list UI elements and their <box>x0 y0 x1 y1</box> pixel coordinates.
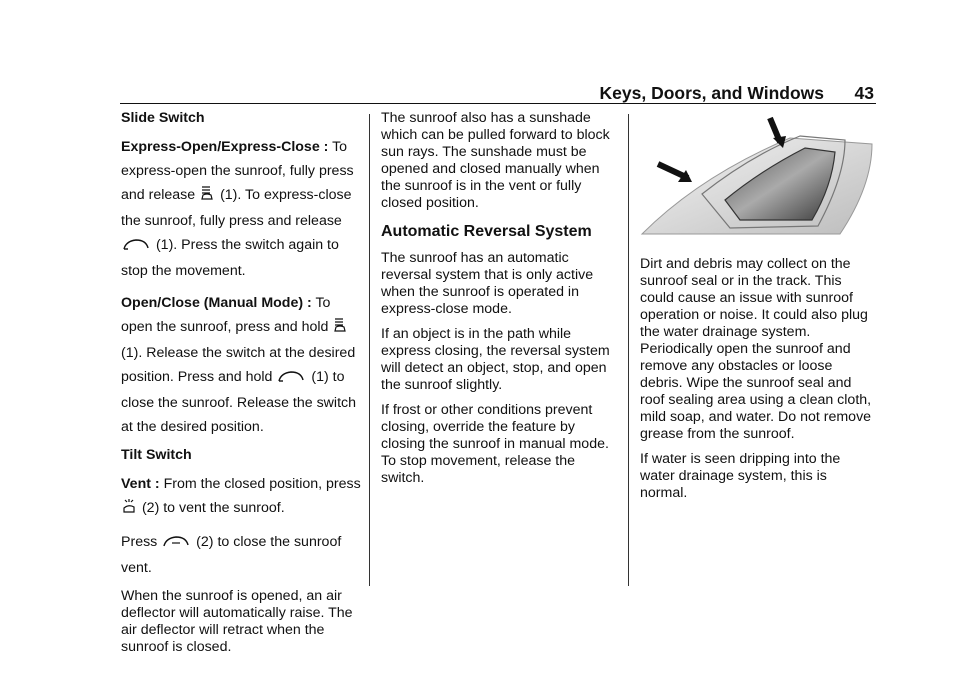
vent-close-paragraph <box>121 530 361 580</box>
section-title: Keys, Doors, and Windows <box>599 83 824 103</box>
column-1 <box>121 110 361 664</box>
vent-text: From the closed position, press <box>163 476 361 492</box>
column-divider-2 <box>628 114 629 586</box>
manual-open-text: To open the sunroof, press and hold <box>121 295 331 335</box>
express-paragraph <box>121 135 361 283</box>
slide-open-icon <box>200 185 214 209</box>
slide-close-icon <box>277 367 305 391</box>
express-stop-text: (1). Press the switch again to stop the movement. <box>121 237 339 279</box>
reversal-paragraph-1: The sunroof has an automatic reversal system that is only active when the sunroof is operated in express-close mode. <box>381 250 594 317</box>
page-number: 43 <box>854 83 874 103</box>
header-rule <box>120 103 876 104</box>
automatic-reversal-heading: Automatic Reversal System <box>381 223 592 240</box>
slide-close-icon <box>122 235 150 259</box>
reversal-paragraph-3: If frost or other conditions prevent closing, override the feature by closing the sunroof in manual mode. To stop movement, release the switch. <box>381 402 609 486</box>
tilt-close-icon <box>162 532 190 556</box>
express-close-text: (1). To express-close the sunroof, fully press and release <box>121 187 352 229</box>
slide-open-icon <box>333 317 347 341</box>
express-open-text: To express-open the sunroof, fully press and release <box>121 139 354 203</box>
sunroof-illustration <box>640 116 876 246</box>
press-word: Press <box>121 534 158 550</box>
tilt-switch-heading: Tilt Switch <box>121 447 192 463</box>
slide-switch-heading: Slide Switch <box>121 110 205 126</box>
column-2 <box>381 110 619 495</box>
vent-text-2: (2) to vent the sunroof. <box>141 500 285 516</box>
sunshade-paragraph: The sunroof also has a sunshade which can be pulled forward to block sun rays. The sunshade must be opened and closed manually when the sunroof is in the vent or fully closed position. <box>381 110 610 211</box>
deflector-paragraph: When the sunroof is opened, an air deflector will automatically raise. The air deflector will retract when the sunroof is closed. <box>121 588 353 655</box>
tilt-open-icon <box>122 498 136 522</box>
vent-label: Vent : <box>121 476 160 492</box>
manual-close-text: (1) to close the sunroof. Release the switch at the desired position. <box>121 369 357 435</box>
vent-close-text: (2) to close the sunroof vent. <box>121 534 342 576</box>
manual-release-text: (1). Release the switch at the desired position. Press and hold <box>121 345 356 385</box>
water-paragraph: If water is seen dripping into the water drainage system, this is normal. <box>640 451 841 501</box>
column-divider-1 <box>369 114 370 586</box>
express-label: Express-Open/Express-Close : <box>121 139 329 155</box>
manual-paragraph <box>121 291 361 439</box>
vent-paragraph <box>121 472 361 522</box>
manual-label: Open/Close (Manual Mode) : <box>121 295 312 311</box>
debris-paragraph: Dirt and debris may collect on the sunroof seal or in the track. This could cause an issue with sunroof operation or noise. It could also plug the water drainage system. Periodically open the sunroof and remove any obstacles or loose debris. Wipe the sunroof seal and roof sealing area using a clean cloth, mild soap, and water. Do not remove grease from the sunroof. <box>640 256 872 442</box>
column-3 <box>640 256 878 510</box>
reversal-paragraph-2: If an object is in the path while express closing, the reversal system will detect an object, stop, and open the sunroof slightly. <box>381 326 610 393</box>
